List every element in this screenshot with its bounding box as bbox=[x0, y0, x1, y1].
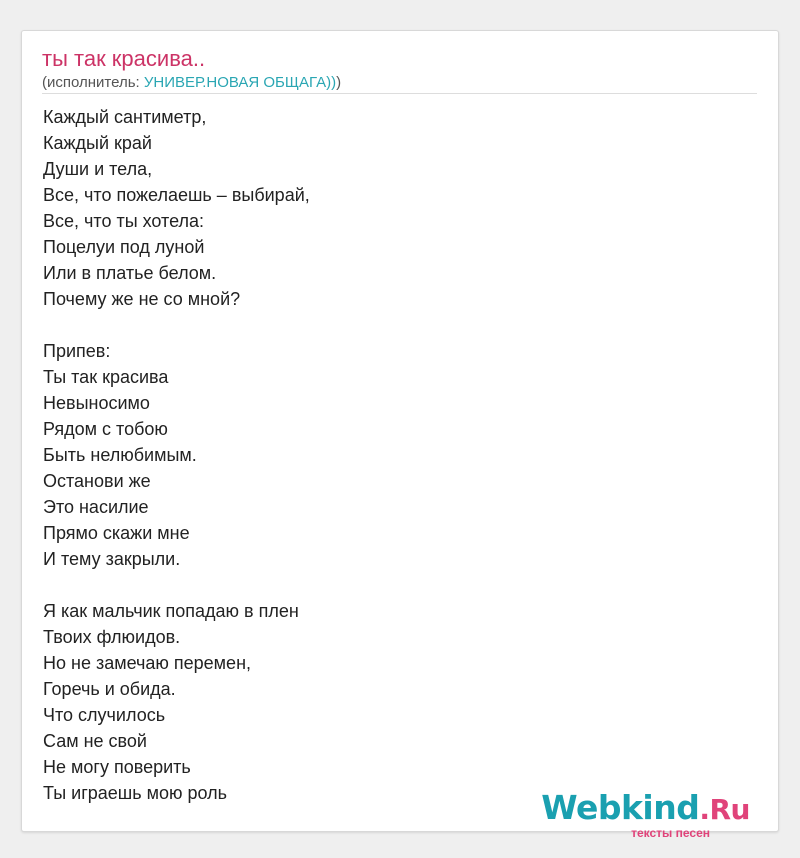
lyrics-line: Ты так красива bbox=[43, 367, 169, 387]
lyrics-line: Поцелуи под луной bbox=[43, 237, 205, 257]
artist-link[interactable]: УНИВЕР.НОВАЯ ОБЩАГА)) bbox=[143, 74, 337, 91]
artist-suffix: ) bbox=[336, 74, 342, 91]
song-title: ты так красива.. bbox=[42, 46, 206, 71]
lyrics-line: Все, что ты хотела: bbox=[43, 211, 205, 231]
lyrics-line: Я как мальчик попадаю в плен bbox=[43, 601, 299, 621]
artist-line bbox=[42, 73, 341, 93]
lyrics-line: Не могу поверить bbox=[43, 757, 191, 777]
lyrics-line: Что случилось bbox=[43, 705, 166, 725]
logo-word: Webkind bbox=[541, 788, 700, 827]
lyrics-line: Прямо скажи мне bbox=[43, 523, 190, 543]
lyrics-line: Твоих флюидов. bbox=[43, 627, 181, 647]
lyrics-line: Ты играешь мою роль bbox=[43, 783, 228, 803]
logo-tld: .Ru bbox=[699, 793, 750, 826]
lyrics-line: Но не замечаю перемен, bbox=[43, 653, 252, 673]
lyrics-line: Это насилие bbox=[43, 497, 149, 517]
lyrics-line: Или в платье белом. bbox=[43, 263, 217, 283]
lyrics-blank-line bbox=[43, 572, 743, 598]
title-divider bbox=[42, 93, 757, 94]
lyrics-line: Сам не свой bbox=[43, 731, 147, 751]
lyrics-line: Рядом с тобою bbox=[43, 419, 168, 439]
site-logo[interactable] bbox=[541, 788, 750, 840]
lyrics-text bbox=[43, 104, 743, 806]
lyrics-line: Почему же не со мной? bbox=[43, 289, 241, 309]
lyrics-line: Каждый сантиметр, bbox=[43, 107, 207, 127]
lyrics-line: Все, что пожелаешь – выбирай, bbox=[43, 185, 310, 205]
lyrics-line: Останови же bbox=[43, 471, 151, 491]
lyrics-line: Быть нелюбимым. bbox=[43, 445, 197, 465]
lyrics-line: Припев: bbox=[43, 341, 111, 361]
logo-tagline: тексты песен bbox=[631, 826, 710, 840]
lyrics-line: Души и тела, bbox=[43, 159, 153, 179]
lyrics-line: И тему закрыли. bbox=[43, 549, 181, 569]
lyrics-line: Горечь и обида. bbox=[43, 679, 176, 699]
lyrics-line: Каждый край bbox=[43, 133, 152, 153]
lyrics-line: Невыносимо bbox=[43, 393, 150, 413]
lyrics-card bbox=[21, 30, 779, 840]
logo-wordmark bbox=[541, 788, 750, 830]
lyrics-blank-line bbox=[43, 312, 743, 338]
artist-prefix: (исполнитель: bbox=[42, 74, 144, 91]
